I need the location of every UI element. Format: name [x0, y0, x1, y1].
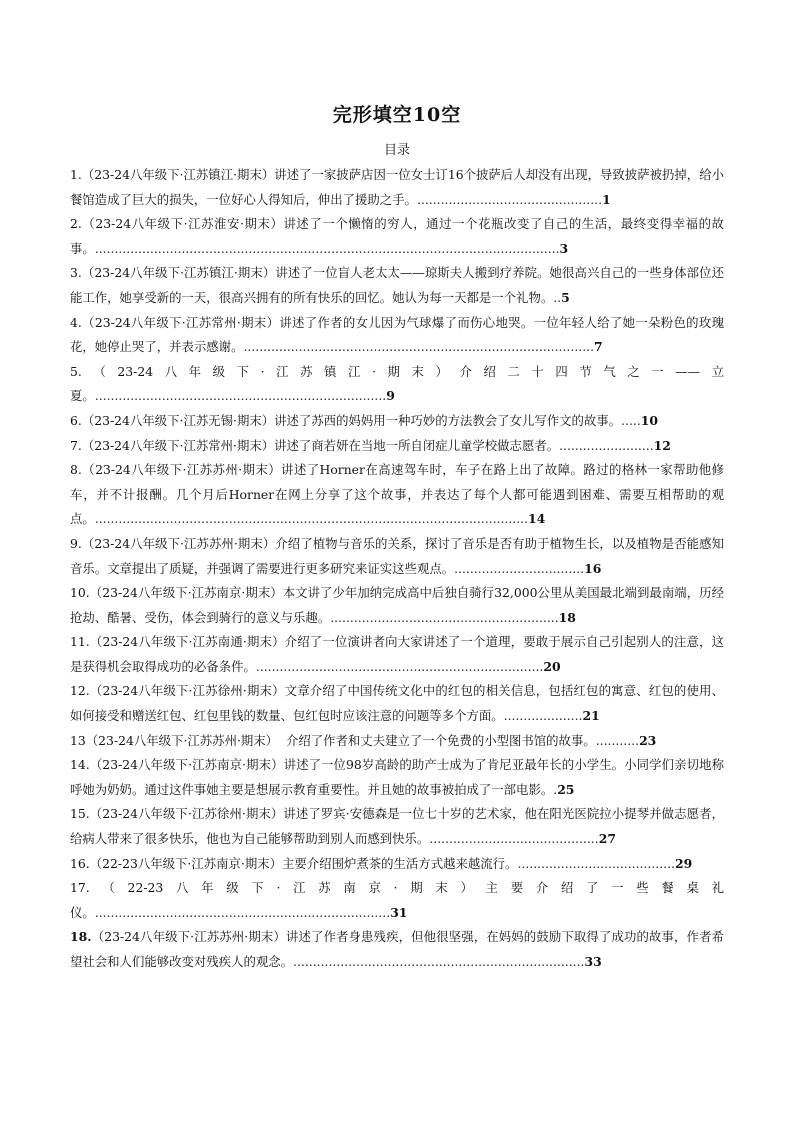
- toc-entry-leader: ........................: [559, 437, 654, 453]
- toc-entry-14[interactable]: [70, 753, 724, 802]
- toc-entry-leader: ...........: [595, 732, 640, 748]
- document-title: 完形填空10空: [332, 104, 462, 126]
- toc-entry-number: 7.: [70, 437, 82, 453]
- toc-entry-number: 11.: [70, 634, 90, 650]
- toc-entry-page: 12: [653, 437, 671, 453]
- toc-entry-description: 讲述了罗宾·安德森是一位七十岁的艺术家，他在阳光医院拉小提琴并做志愿者，给病人带来了很多快乐，他也为自己能够帮助到别人而感到快乐。: [70, 806, 724, 847]
- toc-entry-source: （23-24八年级下·江苏南京·期末）: [89, 757, 284, 773]
- toc-entry-description: 主要介绍了一些餐桌礼仪。: [70, 880, 724, 920]
- toc-entry-number: 5.: [70, 363, 82, 379]
- toc-entry-number: 14.: [70, 757, 90, 773]
- toc-entry-source: （23-24八年级下·江苏徐州·期末）: [89, 683, 285, 699]
- toc-entry-number: 4.: [70, 314, 82, 330]
- toc-entry-15[interactable]: [70, 802, 724, 851]
- toc-entry-description: 讲述了Horner在高速驾车时，车子在路上出了故障。路过的格林一家帮助他修车，并不计报酬。几个月后Horner在网上分享了这个故事，并表达了每个人都可能遇到困难、需要互相帮助的观点。: [70, 462, 724, 527]
- toc-entry-number: 1.: [70, 167, 82, 182]
- toc-entry-description: 介绍了植物与音乐的关系，探讨了音乐是否有助于植物生长，以及植物是否能感知音乐。文章提出了质疑，并强调了需要进行更多研究来证实这些观点。: [70, 535, 724, 576]
- toc-entry-description: 讲述了商若妍在当地一所自闭症儿童学校做志愿者。: [274, 437, 560, 453]
- toc-entry-description: 讲述了苏西的妈妈用一种巧妙的方法教会了女儿写作文的故事。: [274, 412, 622, 428]
- toc-entry-number: 15.: [70, 806, 90, 822]
- toc-entry-description: 讲述了作者的女儿因为气球爆了而伤心地哭。一位年轻人给了她一朵粉色的玫瑰花，她停止哭了，并表示感谢。: [70, 314, 725, 355]
- toc-entry-page: 1: [602, 191, 611, 207]
- table-of-contents: [70, 163, 724, 975]
- toc-entry-source: （23-24八年级下·江苏镇江·期末）: [81, 167, 275, 182]
- toc-entry-source: （23-24八年级下·江苏徐州·期末）: [89, 806, 284, 822]
- toc-entry-7[interactable]: [70, 434, 724, 459]
- toc-entry-source: （22-23八年级下·江苏南京·期末）: [89, 855, 283, 871]
- toc-entry-page: 9: [386, 388, 395, 404]
- toc-entry-source: （23-24八年级下·江苏无锡·期末）: [81, 412, 275, 428]
- toc-entry-page: 31: [390, 904, 408, 920]
- toc-entry-page: 14: [528, 511, 546, 527]
- toc-entry-source: （23-24八年级下·江苏淮安·期末）: [81, 216, 284, 232]
- toc-entry-page: 27: [598, 831, 616, 847]
- toc-entry-number: 18.: [70, 929, 92, 945]
- toc-entry-number: 12.: [70, 683, 90, 699]
- toc-entry-11[interactable]: [70, 630, 724, 679]
- toc-entry-description: 讲述了一位盲人老太太——琼斯夫人搬到疗养院。她很高兴自己的一些身体部位还能工作，她享受新的一天，很高兴拥有的所有快乐的回忆。她认为每一天都是一个礼物。: [70, 265, 724, 305]
- toc-entry-number: 6.: [70, 412, 82, 428]
- toc-entry-number: 10.: [70, 585, 90, 601]
- toc-entry-source: （22-23八年级下·江苏南京·期末）: [89, 880, 486, 896]
- toc-entry-source: （23-24八年级下·江苏南通·期末）: [89, 634, 285, 650]
- toc-entry-page: 5: [561, 289, 570, 305]
- toc-entry-source: （23-24八年级下·江苏常州·期末）: [81, 314, 280, 330]
- toc-entry-number: 3.: [70, 265, 82, 281]
- toc-entry-13[interactable]: [70, 729, 724, 754]
- toc-entry-leader: ...............................................: [416, 191, 603, 207]
- toc-entry-leader: ....................: [503, 708, 583, 724]
- toc-entry-description: 介绍了作者和丈夫建立了一个免费的小型图书馆的故事。: [278, 732, 596, 748]
- toc-entry-source: （23-24八年级下·江苏镇江·期末）: [81, 363, 460, 379]
- toc-entry-leader: ..: [553, 289, 562, 305]
- toc-entry-description: 介绍了一位演讲者向大家讲述了一个道理，要敢于展示自己引起别人的注意，这是获得机会取得成功的必备条件。: [70, 634, 724, 674]
- toc-entry-page: 23: [639, 732, 657, 748]
- toc-entry-leader: .: [553, 781, 558, 797]
- toc-entry-page: 25: [557, 781, 575, 797]
- toc-entry-16[interactable]: [70, 852, 724, 877]
- toc-entry-page: 16: [584, 560, 602, 576]
- toc-entry-leader: ..............................................................................................................: [94, 511, 529, 527]
- toc-entry-page: 18: [558, 609, 576, 625]
- toc-entry-18[interactable]: [70, 925, 724, 974]
- toc-entry-source: （23-24八年级下·江苏常州·期末）: [81, 437, 275, 453]
- toc-entry-number: 13: [70, 732, 86, 748]
- toc-entry-leader: ........................................: [517, 855, 675, 871]
- toc-entry-1[interactable]: [70, 163, 724, 212]
- toc-entry-page: 20: [543, 658, 561, 674]
- toc-entry-source: （23-24八年级下·江苏镇江·期末）: [81, 265, 276, 281]
- toc-entry-3[interactable]: [70, 261, 724, 310]
- toc-entry-leader: ......................................................................................................................: [94, 240, 560, 256]
- toc-entry-leader: ...........................................................................: [94, 904, 391, 920]
- toc-entry-page: 33: [584, 954, 602, 969]
- toc-entry-source: （23-24八年级下·江苏苏州·期末）: [81, 535, 276, 551]
- toc-entry-source: （23-24八年级下·江苏苏州·期末）: [81, 462, 282, 478]
- toc-entry-description: 文章介绍了中国传统文化中的红包的相关信息，包括红包的寓意、红包的使用、如何接受和赠送红包、红包里钱的数量、包红包时应该注意的问题等多个方面。: [70, 683, 724, 724]
- toc-entry-page: 10: [640, 412, 659, 428]
- toc-entry-10[interactable]: [70, 581, 724, 630]
- toc-entry-2[interactable]: [70, 212, 724, 261]
- toc-entry-17[interactable]: [70, 876, 724, 925]
- toc-entry-page: 3: [559, 240, 569, 256]
- toc-entry-leader: .................................: [454, 560, 585, 576]
- toc-entry-leader: ..........................................................................: [293, 954, 585, 969]
- toc-entry-number: 2.: [70, 216, 82, 232]
- toc-entry-12[interactable]: [70, 679, 724, 728]
- toc-entry-description: 讲述了一家披萨店因一位女士订16个披萨后人却没有出现，导致披萨被扔掉，给小餐馆造成了巨大的损失，一位好心人得知后，伸出了援助之手。: [70, 167, 724, 207]
- toc-entry-source: （23-24八年级下·江苏苏州·期末）: [85, 732, 279, 748]
- toc-entry-number: 8.: [70, 462, 82, 478]
- toc-entry-description: 主要介绍围炉煮茶的生活方式越来越流行。: [282, 855, 518, 871]
- toc-entry-leader: .........................................................................................: [243, 339, 595, 355]
- toc-entry-source: （23-24八年级下·江苏苏州·期末）: [91, 929, 286, 945]
- toc-entry-leader: .........................................................................: [255, 658, 544, 674]
- toc-entry-description: 讲述了作者身患残疾，但他很坚强，在妈妈的鼓励下取得了成功的故事，作者希望社会和人们能够改变对残疾人的观念。: [70, 929, 724, 969]
- toc-entry-leader: ..........................................................................: [94, 388, 387, 404]
- toc-entry-page: 21: [582, 708, 600, 724]
- toc-entry-number: 16.: [70, 855, 90, 871]
- toc-entry-number: 9.: [70, 535, 82, 551]
- toc-entry-9[interactable]: [70, 532, 724, 581]
- toc-entry-8[interactable]: [70, 458, 724, 532]
- toc-entry-number: 17.: [70, 880, 90, 896]
- toc-entry-6[interactable]: [70, 409, 724, 434]
- toc-heading: 目录: [383, 143, 410, 158]
- toc-entry-4[interactable]: [70, 311, 724, 360]
- toc-entry-description: 介绍二十四节气之一——立夏。: [70, 363, 724, 404]
- toc-entry-description: 讲述了一位98岁高龄的助产士成为了肯尼亚最年长的小学生。小同学们亲切地称呼她为奶奶。通过这件事她主要是想展示教育重要性。并且她的故事被拍成了一部电影。: [70, 757, 724, 797]
- toc-entry-page: 7: [594, 339, 603, 355]
- toc-entry-5[interactable]: [70, 360, 724, 409]
- toc-entry-description: 讲述了一个懒惰的穷人，通过一个花瓶改变了自己的生活，最终变得幸福的故事。: [70, 216, 724, 256]
- toc-entry-leader: ..........................................................: [330, 609, 559, 625]
- toc-entry-source: （23-24八年级下·江苏南京·期末）: [89, 585, 283, 601]
- toc-entry-leader: .....: [621, 412, 641, 428]
- toc-entry-page: 29: [674, 855, 693, 871]
- toc-entry-leader: ...........................................: [429, 831, 599, 847]
- toc-entry-description: 本文讲了少年加纳完成高中后独自骑行32,000公里从美国最北端到最南端，历经抢劫、酷暑、受伤，体会到骑行的意义与乐趣。: [70, 585, 724, 625]
